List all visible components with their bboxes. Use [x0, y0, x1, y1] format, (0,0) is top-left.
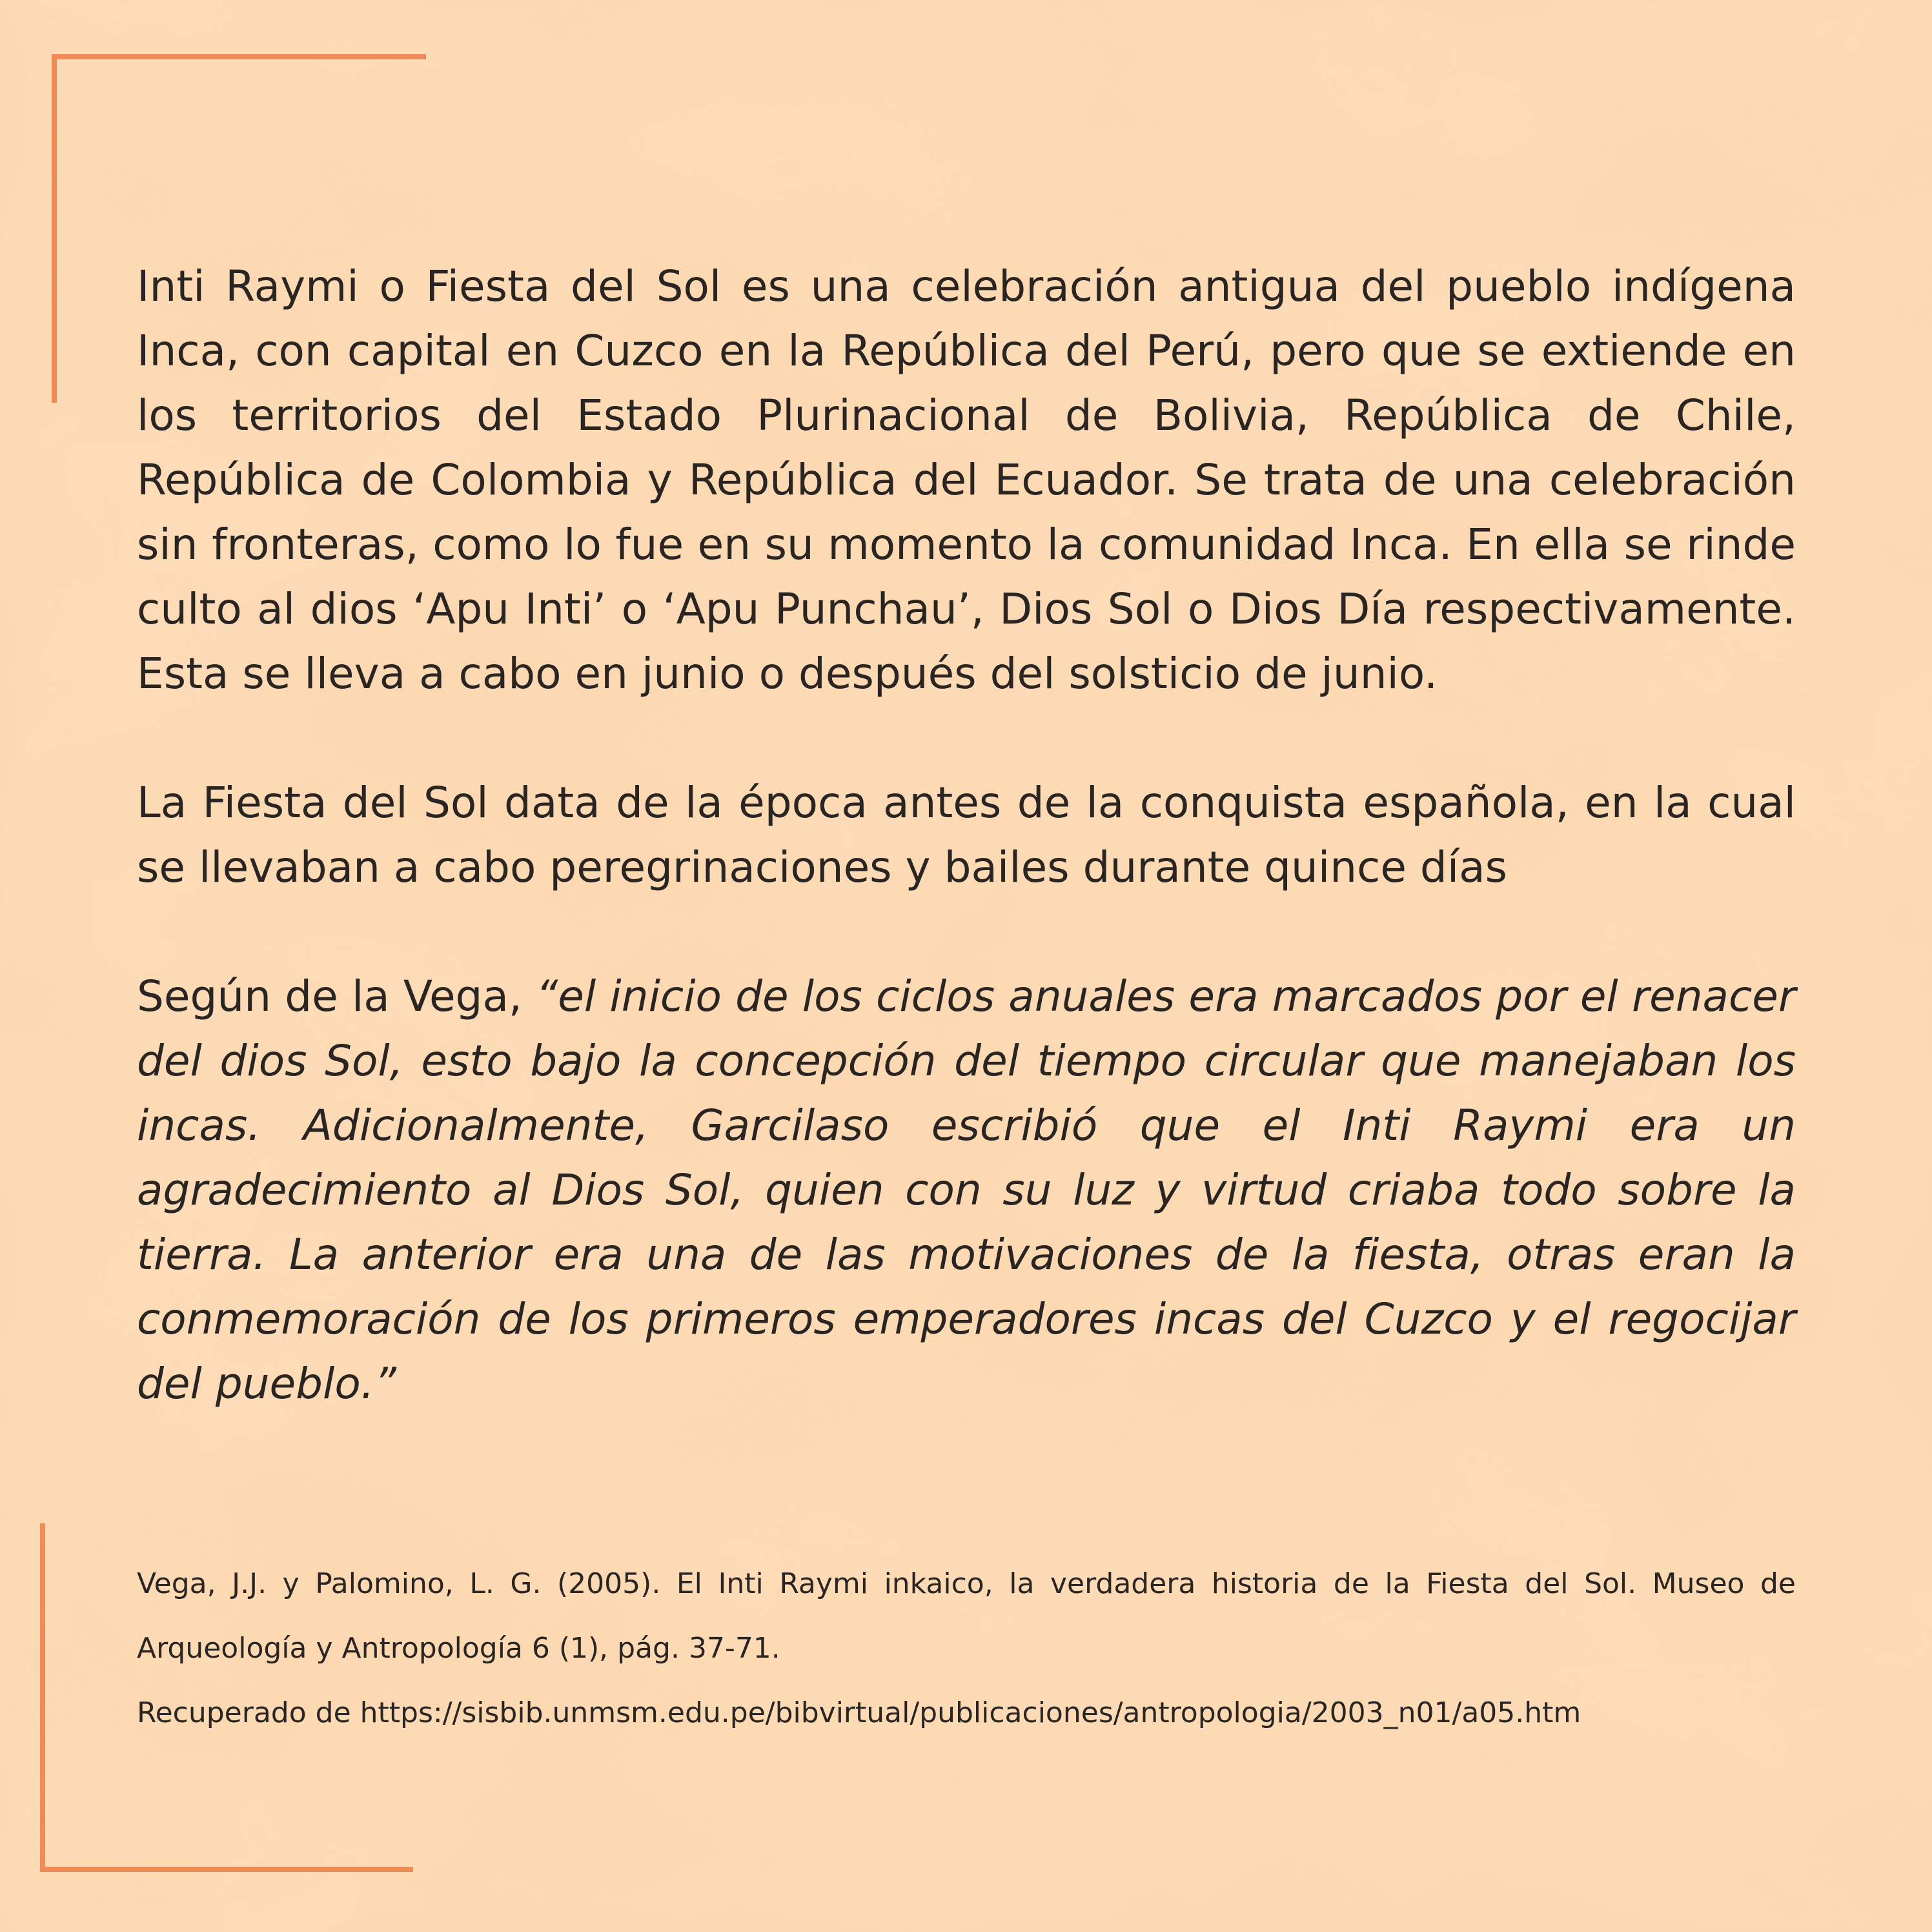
quote-text: “el inicio de los ciclos anuales era marcados por el renacer del dios Sol, esto bajo la concepción del tiempo circular que manejaban los incas. Adicionalmente, Garcilaso escribió que el Inti Raymi era un agradecimiento al Dios Sol, quien con su luz y virtud criaba todo sobre la tierra. La anterior era una de las motivaciones de la fiesta, otras eran la conmemoración de los primeros emperadores incas del Cuzco y el regocijar del pueblo.” [137, 971, 1796, 1408]
references [137, 1552, 1796, 1745]
reference-citation: Vega, J.J. y Palomino, L. G. (2005). El Inti Raymi inkaico, la verdadera historia de la Fiesta del Sol. Museo de Arqueología y Antropología 6 (1), pág. 37-71. [137, 1567, 1796, 1665]
frame-top-line [52, 54, 426, 59]
frame-left-bottom-line [40, 1523, 45, 1872]
quote-intro: Según de la Vega, [137, 971, 536, 1021]
paragraph-history: La Fiesta del Sol data de la época antes de la conquista española, en la cual se llevaban a cabo peregrinaciones y bailes durante quince días [137, 778, 1796, 892]
frame-bottom-line [40, 1867, 413, 1872]
frame-left-top-line [52, 54, 57, 403]
paragraph-intro: Inti Raymi o Fiesta del Sol es una celebración antigua del pueblo indígena Inca, con capital en Cuzco en la República del Perú, pero que se extiende en los territorios del Estado Plurinacional de Bolivia, República de Chile, República de Colombia y República del Ecuador. Se trata de una celebración sin fronteras, como lo fue en su momento la comunidad Inca. En ella se rinde culto al dios ‘Apu Inti’ o ‘Apu Punchau’, Dios Sol o Dios Día respectivamente. Esta se lleva a cabo en junio o después del solsticio de junio. [137, 261, 1796, 698]
paragraph-quote [137, 964, 1796, 1416]
reference-retrieved: Recuperado de https://sisbib.unmsm.edu.pe/bibvirtual/publicaciones/antropologia/2003_n01/a05.htm [137, 1696, 1581, 1729]
main-text [137, 254, 1796, 1416]
